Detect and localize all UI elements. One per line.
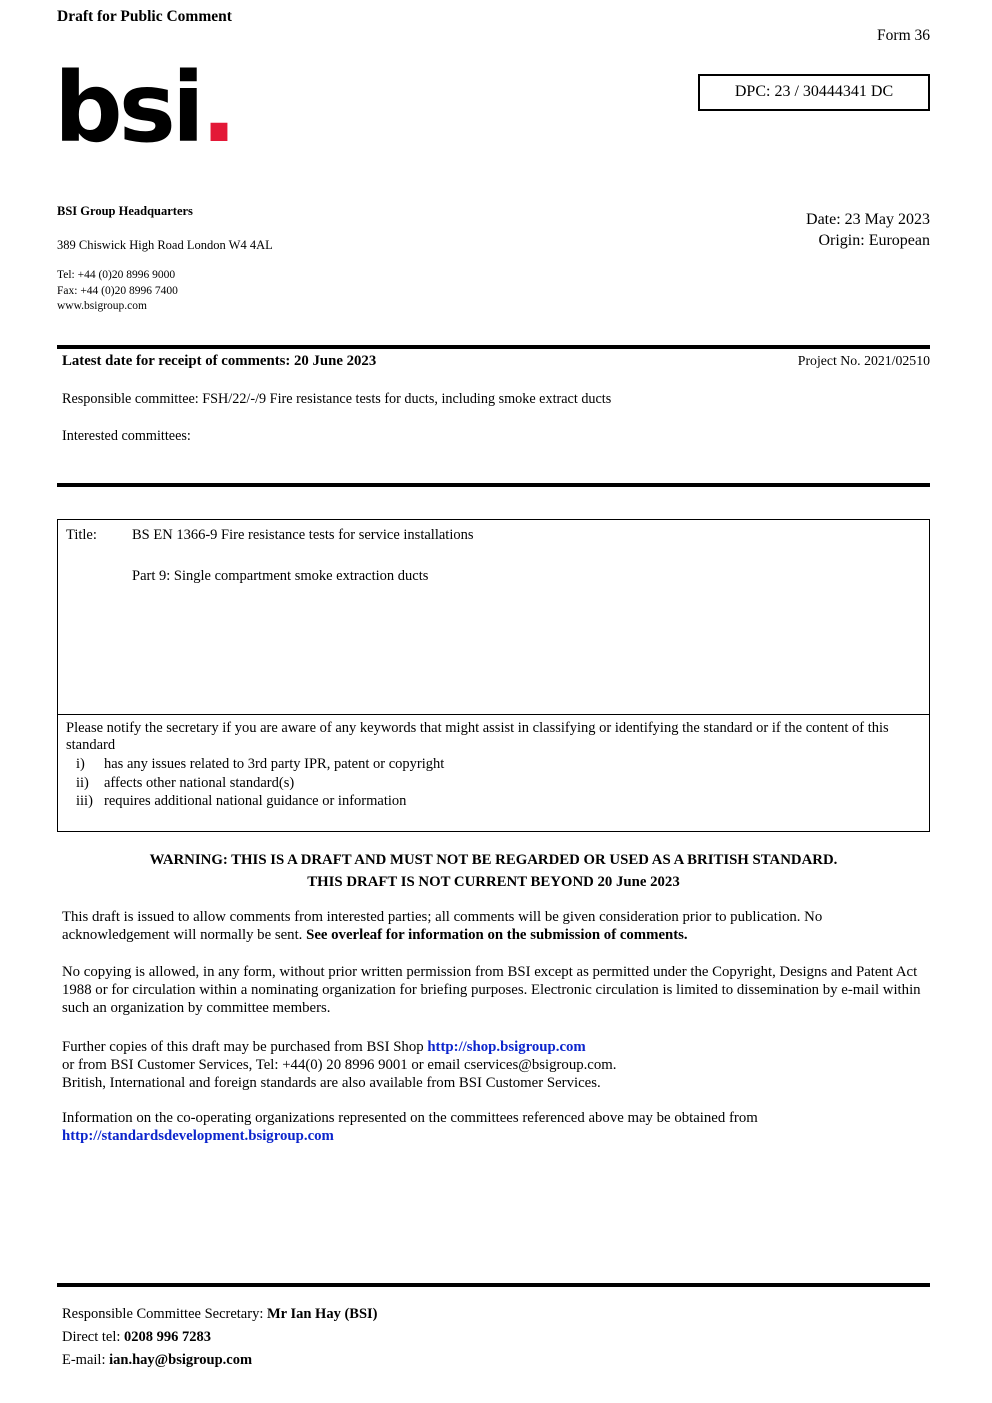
- street-address: 389 Chiswick High Road London W4 4AL: [57, 238, 273, 252]
- divider-rule-bottom: [57, 1283, 930, 1287]
- keywords-item-3-text: requires additional national guidance or information: [104, 793, 407, 810]
- secretary-name: Mr Ian Hay (BSI): [266, 1306, 378, 1322]
- bsi-logo: [54, 52, 238, 164]
- origin-line: Origin: European: [818, 231, 930, 249]
- keywords-item-2-text: affects other national standard(s): [104, 774, 295, 791]
- keywords-item-2-marker: ii): [76, 774, 89, 791]
- tel-line: Tel: +44 (0)20 8996 9000: [57, 269, 176, 281]
- email-label: E-mail:: [62, 1352, 110, 1369]
- email-value: ian.hay@bsigroup.com: [109, 1352, 253, 1369]
- draft-for-public-comment-label: Draft for Public Comment: [57, 8, 232, 25]
- draft-warning-line-2: THIS DRAFT IS NOT CURRENT BEYOND 20 June 2023: [307, 874, 680, 891]
- standard-part-line: Part 9: Single compartment smoke extraction ducts: [132, 568, 429, 584]
- email-line: [62, 1349, 377, 1372]
- paragraph-3-line-3: British, International and foreign standards are also available from BSI Customer Services.: [62, 1075, 601, 1092]
- title-label: Title:: [66, 527, 97, 543]
- divider-rule-middle: [57, 483, 930, 487]
- standards-development-link[interactable]: http://standardsdevelopment.bsigroup.com: [62, 1128, 334, 1145]
- secretary-line: [62, 1303, 377, 1326]
- bsi-logo-dot: .: [200, 52, 238, 164]
- draft-warning: [57, 849, 930, 893]
- keywords-item-3-marker: iii): [76, 793, 93, 810]
- direct-tel-value: 0208 996 7283: [124, 1329, 212, 1346]
- title-content: [132, 527, 474, 707]
- standard-title-line: BS EN 1366-9 Fire resistance tests for service installations: [132, 527, 474, 543]
- secretary-label: Responsible Committee Secretary:: [62, 1306, 267, 1322]
- paragraph-comments-consideration: [62, 908, 930, 944]
- latest-date-label: Latest date for receipt of comments: 20 June 2023: [62, 353, 377, 369]
- website-line: www.bsigroup.com: [57, 300, 147, 313]
- paragraph-3-pre: Further copies of this draft may be purchased from BSI Shop: [62, 1039, 428, 1056]
- keywords-item-1: [66, 756, 921, 774]
- bsi-logo-text: bsi: [54, 52, 201, 164]
- dpc-number-box: DPC: 23 / 30444341 DC: [698, 74, 930, 111]
- paragraph-cooperating-organizations: [62, 1109, 930, 1145]
- bsi-headquarters-label: BSI Group Headquarters: [57, 204, 193, 218]
- paragraph-1-bold: See overleaf for information on the submission of comments.: [306, 927, 688, 944]
- fax-line: Fax: +44 (0)20 8996 7400: [57, 284, 178, 297]
- paragraph-no-copying: No copying is allowed, in any form, without prior written permission from BSI except as permitted under the Copyright, Designs and Patent Act 1988 or for circulation within a nominating organization for briefing purposes. Electronic circulation is limited to dissemination by e-mail within such an organization by committee members.: [62, 964, 921, 1017]
- keywords-notice-box: [57, 714, 930, 832]
- form-number-label: Form 36: [877, 27, 930, 44]
- date-line: Date: 23 May 2023: [806, 211, 930, 228]
- body-text: [62, 908, 930, 1145]
- draft-warning-line-1: WARNING: THIS IS A DRAFT AND MUST NOT BE REGARDED OR USED AS A BRITISH STANDARD.: [149, 852, 838, 868]
- responsible-committee-line: Responsible committee: FSH/22/-/9 Fire resistance tests for ducts, including smoke extract ducts: [62, 391, 612, 407]
- keywords-item-1-text: has any issues related to 3rd party IPR, patent or copyright: [104, 755, 445, 772]
- paragraph-1-normal: This draft is issued to allow comments from interested parties; all comments will be given consideration prior to publication. No acknowledgement will normally be sent.: [62, 909, 823, 944]
- date-origin-block: [806, 210, 930, 252]
- project-number-label: Project No. 2021/02510: [797, 353, 930, 368]
- interested-committees-line: Interested committees:: [62, 428, 191, 444]
- keywords-item-2: [66, 775, 921, 793]
- paragraph-4-pre: Information on the co-operating organizations represented on the committees referenced above may be obtained from: [62, 1110, 758, 1127]
- direct-tel-line: [62, 1326, 377, 1349]
- title-box: [57, 519, 930, 715]
- paragraph-3-line-2: or from BSI Customer Services, Tel: +44(0) 20 8996 9001 or email cservices@bsigroup.com.: [62, 1057, 617, 1074]
- comments-deadline-row: [62, 353, 930, 370]
- keywords-item-3: [66, 793, 921, 811]
- paragraph-further-copies: [62, 1038, 930, 1092]
- bsi-shop-link[interactable]: http://shop.bsigroup.com: [427, 1039, 586, 1056]
- direct-tel-label: Direct tel:: [62, 1329, 125, 1346]
- contact-block: [57, 268, 178, 315]
- keywords-item-1-marker: i): [76, 755, 85, 772]
- secretary-footer: [62, 1303, 377, 1373]
- keywords-intro: Please notify the secretary if you are aware of any keywords that might assist in classifying or identifying the standard or if the content of this standard: [66, 719, 889, 754]
- divider-rule-top: [57, 345, 930, 349]
